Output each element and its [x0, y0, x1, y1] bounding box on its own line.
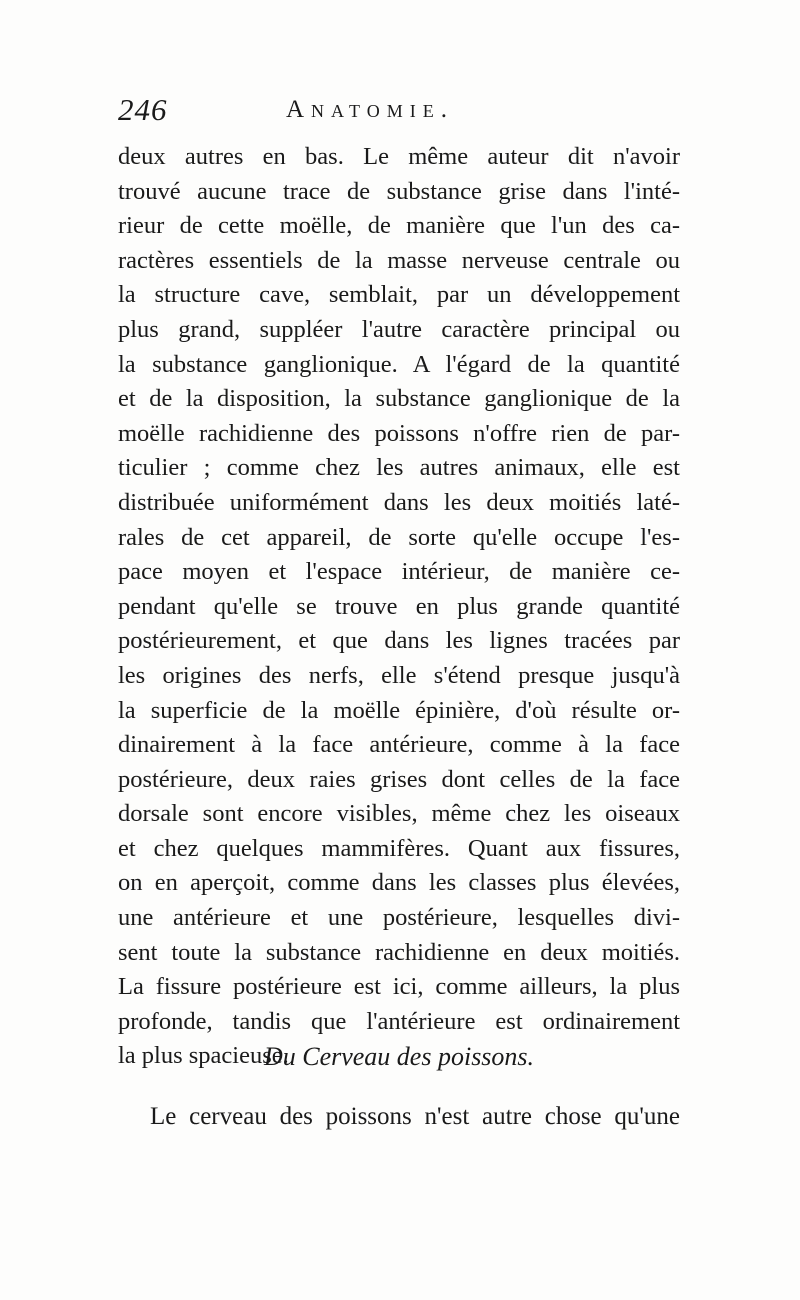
text-line: La fissure postérieure est ici, comme ailleurs, la plus	[118, 973, 680, 1001]
text-line: ractères essentiels de la masse nerveuse centrale ou	[118, 246, 680, 274]
text-line: rales de cet appareil, de sorte qu'elle occupe l'es-	[118, 523, 680, 551]
text-line: la structure cave, semblait, par un développement	[118, 281, 680, 309]
body-paragraph	[118, 140, 680, 1074]
text-line: ticulier ; comme chez les autres animaux, elle est	[118, 454, 680, 482]
page-number: 246	[118, 92, 168, 127]
text-line: moëlle rachidienne des poissons n'offre rien de par-	[118, 419, 680, 447]
text-line: postérieure, deux raies grises dont celles de la face	[118, 765, 680, 793]
text-line: profonde, tandis que l'antérieure est ordinairement	[118, 1007, 680, 1035]
text-line: la substance ganglionique. A l'égard de la quantité	[118, 350, 680, 378]
running-title: Anatomie.	[286, 96, 454, 123]
text-line: la plus spacieuse.	[118, 1042, 289, 1070]
text-line: la superficie de la moëlle épinière, d'où résulte or-	[118, 696, 680, 724]
text-line: postérieurement, et que dans les lignes tracées par	[118, 627, 680, 655]
text-line: pace moyen et l'espace intérieur, de manière ce-	[118, 558, 680, 586]
text-line: pendant qu'elle se trouve en plus grande quantité	[118, 592, 680, 620]
text-line: et chez quelques mammifères. Quant aux fissures,	[118, 834, 680, 862]
text-line: et de la disposition, la substance ganglionique de la	[118, 385, 680, 413]
text-line: distribuée uniformément dans les deux moitiés laté-	[118, 488, 680, 516]
text-line: Le cerveau des poissons n'est autre chose qu'une	[150, 1103, 680, 1130]
running-head	[118, 92, 678, 132]
text-line: plus grand, suppléer l'autre caractère principal ou	[118, 315, 680, 343]
text-line: deux autres en bas. Le même auteur dit n'avoir	[118, 143, 680, 170]
text-line: trouvé aucune trace de substance grise dans l'inté-	[118, 177, 680, 205]
section-first-paragraph	[118, 1100, 680, 1135]
text-line: dorsale sont encore visibles, même chez les oiseaux	[118, 800, 680, 828]
text-line: sent toute la substance rachidienne en deux moitiés.	[118, 938, 680, 966]
text-line: une antérieure et une postérieure, lesquelles divi-	[118, 904, 680, 932]
text-line: rieur de cette moëlle, de manière que l'un des ca-	[118, 212, 680, 240]
text-line: dinairement à la face antérieure, comme à la face	[118, 731, 680, 759]
text-line: les origines des nerfs, elle s'étend presque jusqu'à	[118, 661, 680, 689]
text-line: on en aperçoit, comme dans les classes plus élevées,	[118, 869, 680, 897]
section-heading: Du Cerveau des poissons.	[263, 1042, 535, 1071]
